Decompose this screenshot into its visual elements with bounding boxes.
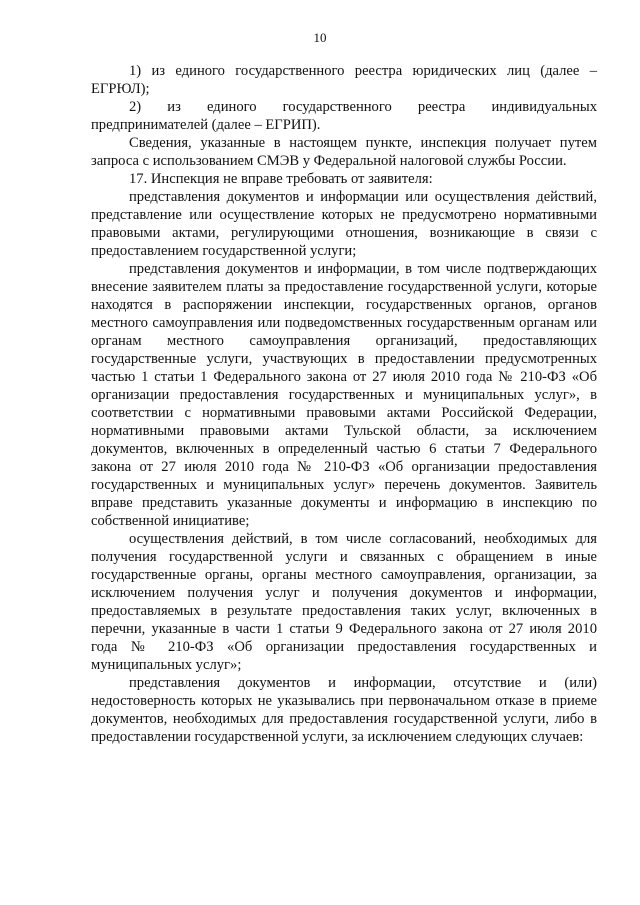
- document-body: [91, 62, 597, 746]
- paragraph-smev-request: Сведения, указанные в настоящем пункте, инспекция получает путем запроса с использованием СМЭВ у Федеральной налоговой службы России.: [91, 135, 597, 169]
- paragraph-missing-documents: представления документов и информации, отсутствие и (или) недостоверность которых не указывались при первоначальном отказе в приеме документов, необходимых для предоставления государственной услуги, либо в предоставлении государственной услуги, за исключением следующих случаев:: [91, 675, 597, 745]
- paragraph-documents-not-required: представления документов и информации или осуществления действий, представление или осуществление которых не предусмотрено нормативными правовыми актами, регулирующими отношения, возникающие в связи с предоставлением государственной услуги;: [91, 189, 597, 259]
- paragraph-documents-in-possession: представления документов и информации, в том числе подтверждающих внесение заявителем платы за предоставление государственной услуги, которые находятся в распоряжении инспекции, государственных органов, органов местного самоуправления или подведомственных государственным органам или органам местного самоуправления организаций, предоставляющих государственные услуги, участвующих в предоставлении предусмотренных частью 1 статьи 1 Федерального закона от 27 июля 2010 года № 210-ФЗ «Об организации предоставления государственных и муниципальных услуг», в соответствии с нормативными правовыми актами Российской Федерации, нормативными правовыми актами Тульской области, за исключением документов, включенных в определенный частью 6 статьи 7 Федерального закона от 27 июля 2010 года № 210-ФЗ «Об организации предоставления государственных и муниципальных услуг» перечень документов. Заявитель вправе представить указанные документы и информацию в инспекцию по собственной инициативе;: [91, 261, 597, 529]
- paragraph-egrul: 1) из единого государственного реестра юридических лиц (далее – ЕГРЮЛ);: [91, 63, 597, 97]
- paragraph-actions-approvals: осуществления действий, в том числе согласований, необходимых для получения государственной услуги и связанных с обращением в иные государственные органы, органы местного самоуправления, организации, за исключением получения услуг и получения документов и информации, предоставляемых в результате предоставления таких услуг, включенных в перечни, указанные в части 1 статьи 9 Федерального закона от 27 июля 2010 года № 210-ФЗ «Об организации предоставления государственных и муниципальных услуг»;: [91, 531, 597, 673]
- page-number: 10: [313, 30, 327, 45]
- paragraph-egrip: 2) из единого государственного реестра индивидуальных предпринимателей (далее – ЕГРИП).: [91, 99, 597, 133]
- paragraph-item-17: 17. Инспекция не вправе требовать от заявителя:: [129, 171, 433, 187]
